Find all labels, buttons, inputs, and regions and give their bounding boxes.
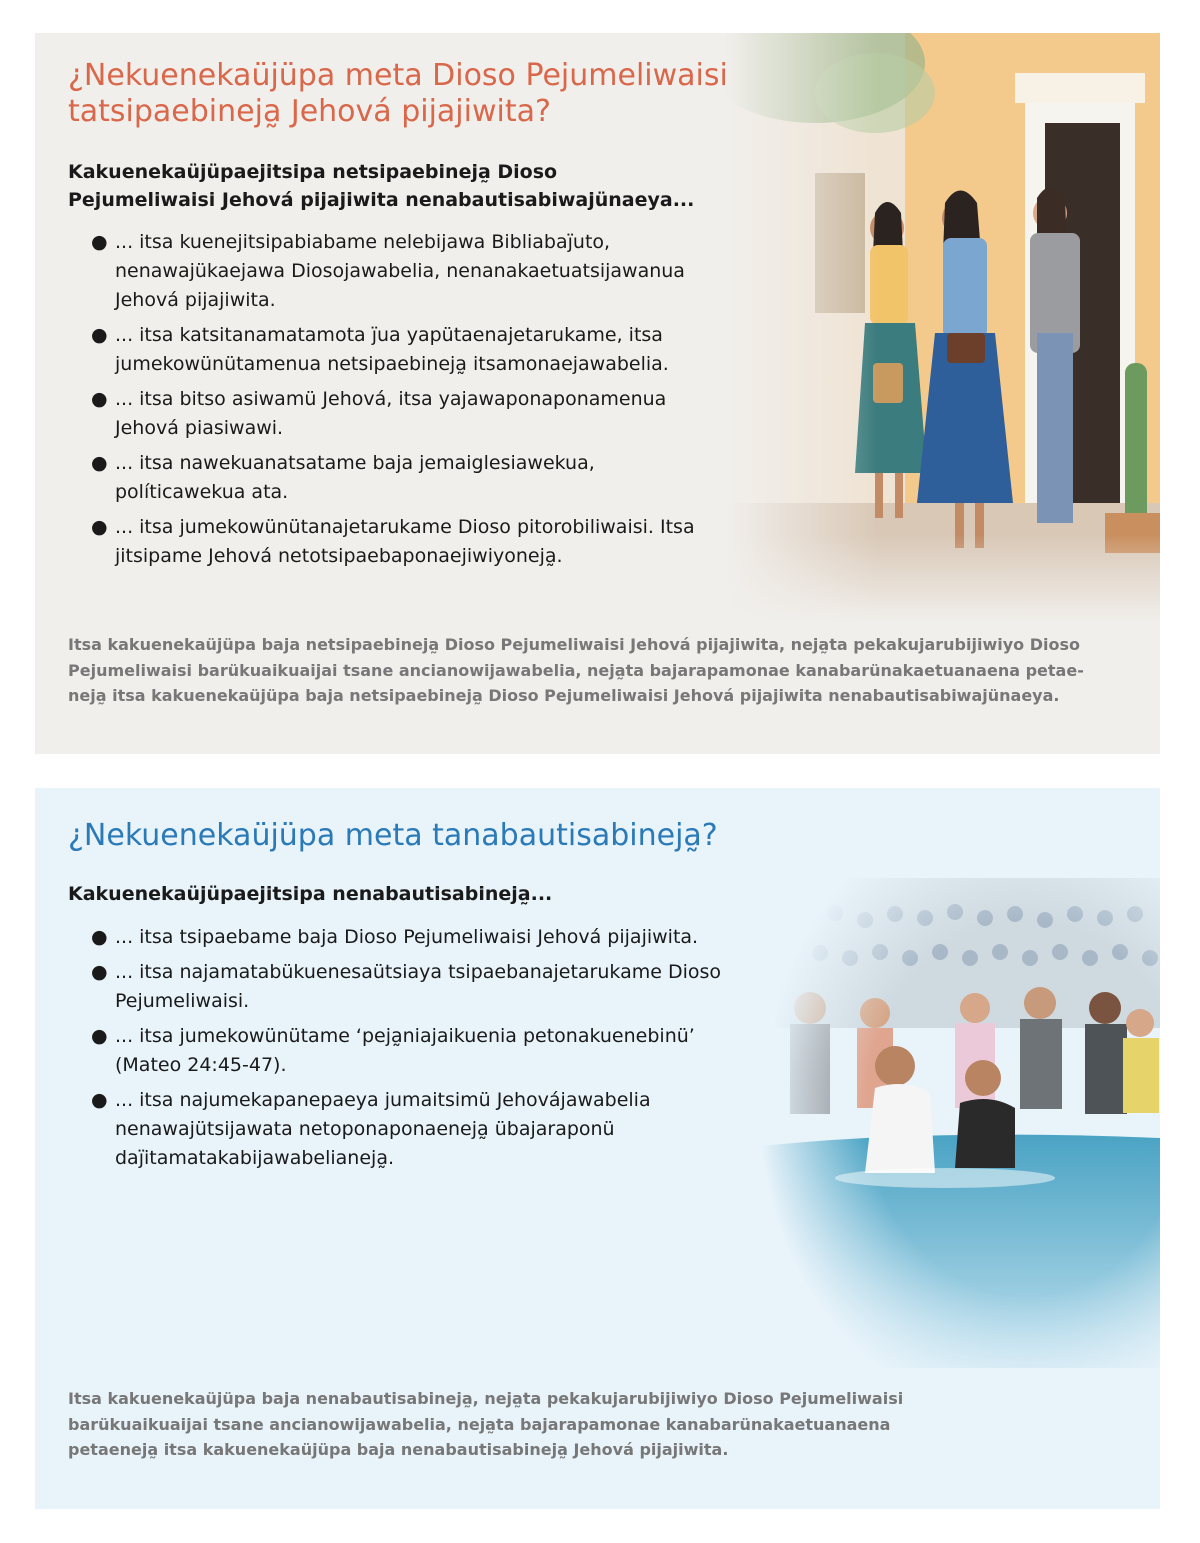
- list-item-text: ... itsa jumekowünütanajetarukame Dioso pitorobiliwaisi. Itsa jitsipame Jehová netotsipaebaponaejiwiyoneja̰.: [115, 516, 695, 567]
- section-lead: Kakuenekaüjüpaejitsipa netsipaebineja̰ Dioso Pejumeliwaisi Jehová pijajiwita nenabautisabiwajünaeya...: [68, 161, 695, 211]
- bullet-icon: ●: [91, 961, 108, 983]
- baptism-section: [35, 788, 1160, 1509]
- bullet-icon: ●: [91, 388, 108, 410]
- list-item-text: ... itsa bitso asiwamü Jehová, itsa yajawaponaponamenua Jehová piasiwawi.: [115, 388, 667, 439]
- section-footer-note: Itsa kakuenekaüjüpa baja nenabautisabineja̰, neja̰ta pekakujarubijiwiyo Dioso Pejumeliwaisi barükuaikuaijai tsane ancianowijawabelia, neja̰ta bajarapamonae kanabarünakaetuanaena petaeneja̰ itsa kakuenekaüjüpa baja nenabautisabineja̰ Jehová pijajiwita.: [68, 1389, 904, 1459]
- section-title: ¿Nekuenekaüjüpa meta tanabautisabineja̰?: [68, 818, 718, 853]
- bullet-icon: ●: [91, 452, 108, 474]
- list-item-text: ... itsa jumekowünütame ‘peja̰niajaikuenia petonakuenebinü’ (Mateo 24:45-47).: [115, 1025, 695, 1076]
- list-item-text: ... itsa nawekuanatsatame baja jemaiglesiawekua, políticawekua ata.: [115, 452, 595, 503]
- list-item-text: ... itsa najumekapanepaeya jumaitsimü Jehovájawabelia nenawajütsijawata netoponaponaeneja̰ übajaraponü daj̈itamatakabijawabelianeja̰.: [115, 1089, 651, 1169]
- list-item: [87, 228, 727, 315]
- section-footer-note: Itsa kakuenekaüjüpa baja netsipaebineja̰ Dioso Pejumeliwaisi Jehová pijajiwita, neja̰ta pekakujarubijiwiyo Dioso Pejumeliwaisi barükuaikuaijai tsane ancianowijawabelia, neja̰ta bajarapamonae kanabarünakaetuanaena petae-neja̰ itsa kakuenekaüjüpa baja netsipaebineja̰ Dioso Pejumeliwaisi Jehová pijajiwita nenabautisabiwajünaeya.: [68, 635, 1084, 705]
- list-item-text: ... itsa najamatabükuenesaütsiaya tsipaebanajetarukame Dioso Pejumeliwaisi.: [115, 961, 722, 1012]
- list-item: [87, 1022, 727, 1080]
- requirements-list: [87, 923, 727, 1179]
- requirements-list: [87, 228, 727, 577]
- list-item-text: ... itsa kuenejitsipabiabame nelebijawa Bibliabaj̈uto, nenawajükaejawa Diosojawabelia, nenanakaetuatsijawanua Jehová pijajiwita.: [115, 231, 685, 311]
- section-title: ¿Nekuenekaüjüpa meta Dioso Pejumeliwaisi tatsipaebineja̰ Jehová pijajiwita?: [68, 58, 728, 129]
- bullet-icon: ●: [91, 516, 108, 538]
- list-item: [87, 449, 727, 507]
- bullet-icon: ●: [91, 1025, 108, 1047]
- list-item: [87, 1086, 727, 1173]
- list-item: [87, 513, 727, 571]
- bullet-icon: ●: [91, 324, 108, 346]
- bullet-icon: ●: [91, 926, 108, 948]
- bullet-icon: ●: [91, 231, 108, 253]
- list-item: [87, 385, 727, 443]
- section-lead: Kakuenekaüjüpaejitsipa nenabautisabineja̰...: [68, 883, 553, 905]
- list-item-text: ... itsa tsipaebame baja Dioso Pejumeliwaisi Jehová pijajiwita.: [115, 926, 699, 948]
- baptism-illustration: [715, 848, 1160, 1368]
- preaching-illustration: [725, 33, 1160, 623]
- list-item-text: ... itsa katsitanamatamota j̈ua yapütaenajetarukame, itsa jumekowünütamenua netsipaebineja̰ itsamonaejawabelia.: [115, 324, 669, 375]
- list-item: [87, 321, 727, 379]
- bullet-icon: ●: [91, 1089, 108, 1111]
- preaching-section: [35, 33, 1160, 754]
- list-item: [87, 958, 727, 1016]
- list-item: [87, 923, 727, 952]
